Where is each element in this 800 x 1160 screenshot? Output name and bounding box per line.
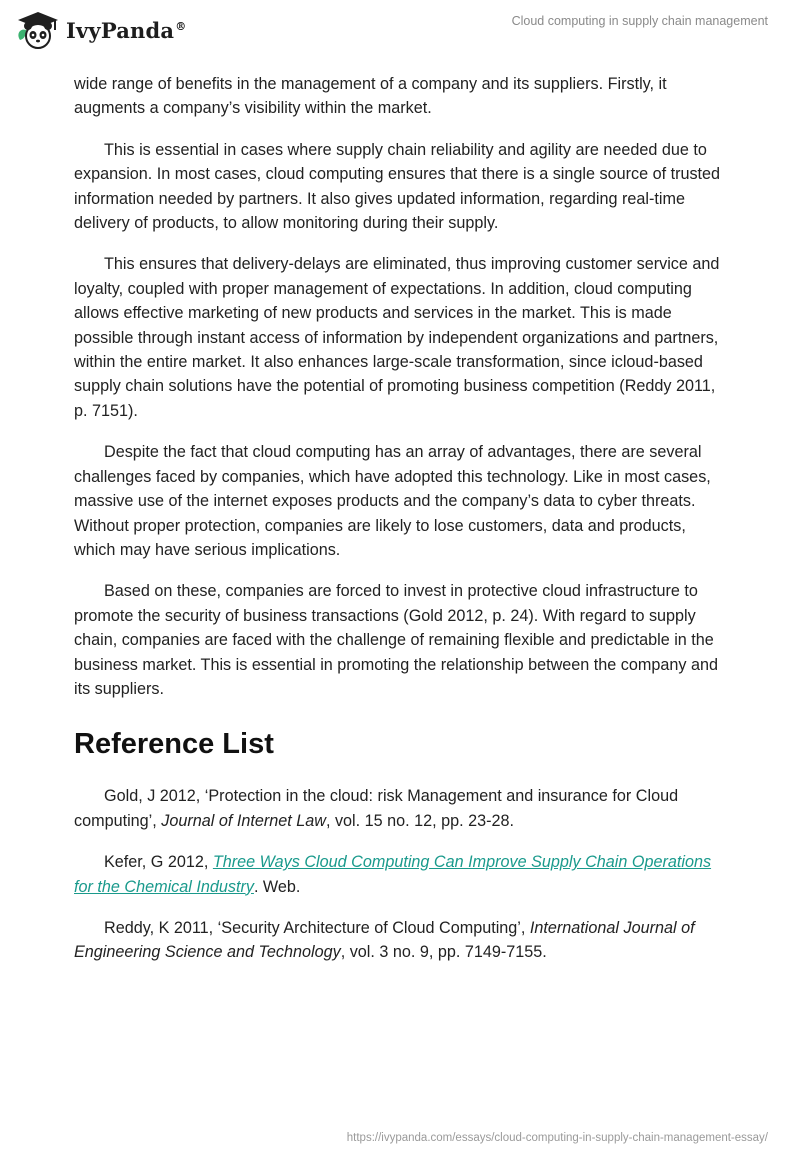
paragraph: Based on these, companies are forced to invest in protective cloud infrastructure to promote the security of business transactions (Gold 2012, p. 24). With regard to supply chain, companies are faced with the challenge of remaining flexible and predictable in the business market. This is essential in promoting the relationship between the company and its suppliers.: [74, 582, 718, 698]
reference-item: Gold, J 2012, ‘Protection in the cloud: risk Management and insurance for Cloud computing’, Journal of Internet Law, vol. 15 no. 12, pp. 23-28.: [74, 787, 679, 830]
essay-content: [74, 72, 726, 982]
paragraph: Despite the fact that cloud computing has an array of advantages, there are several challenges faced by companies, which have adopted this technology. Like in most cases, massive use of the internet exposes products and the company’s data to cyber threats. Without proper protection, companies are likely to lose customers, data and products, which may have serious implications.: [74, 443, 711, 559]
panda-mascot-icon: [14, 10, 62, 50]
paragraph: This is essential in cases where supply chain reliability and agility are needed due to expansion. In most cases, cloud computing ensures that there is a single source of trusted information needed by partners. It also gives updated information, regarding real-time delivery of products, to allow monitoring during their supply.: [74, 140, 721, 233]
ivypanda-logo[interactable]: [14, 10, 186, 50]
source-url[interactable]: https://ivypanda.com/essays/cloud-computing-in-supply-chain-management-essay/: [346, 1132, 768, 1144]
document-title: Cloud computing in supply chain management: [511, 14, 768, 28]
reference-link[interactable]: Three Ways Cloud Computing Can Improve Supply Chain Operations for the Chemical Industry: [74, 853, 712, 896]
paragraph: wide range of benefits in the management of a company and its suppliers. Firstly, it augments a company’s visibility within the market.: [74, 75, 667, 118]
page-header: [0, 0, 800, 60]
reference-list-heading: Reference List: [74, 728, 274, 761]
paragraph: This ensures that delivery-delays are eliminated, thus improving customer service and loyalty, coupled with proper management of expectations. In addition, cloud computing allows effective marketing of new products and services in the market. This is made possible through instant access of information by independent organizations and partners, within the entire market. It also enhances large-scale transformation, since icloud-based supply chain solutions have the potential of promoting business competition (Reddy 2011, p. 7151).: [74, 255, 720, 420]
reference-item: Reddy, K 2011, ‘Security Architecture of Cloud Computing’, International Journal of Engineering Science and Technology, vol. 3 no. 9, pp. 7149-7155.: [74, 918, 695, 962]
reference-item: Kefer, G 2012, Three Ways Cloud Computing Can Improve Supply Chain Operations for the Chemical Industry. Web.: [74, 853, 712, 896]
brand-name: IvyPanda®: [66, 17, 187, 43]
